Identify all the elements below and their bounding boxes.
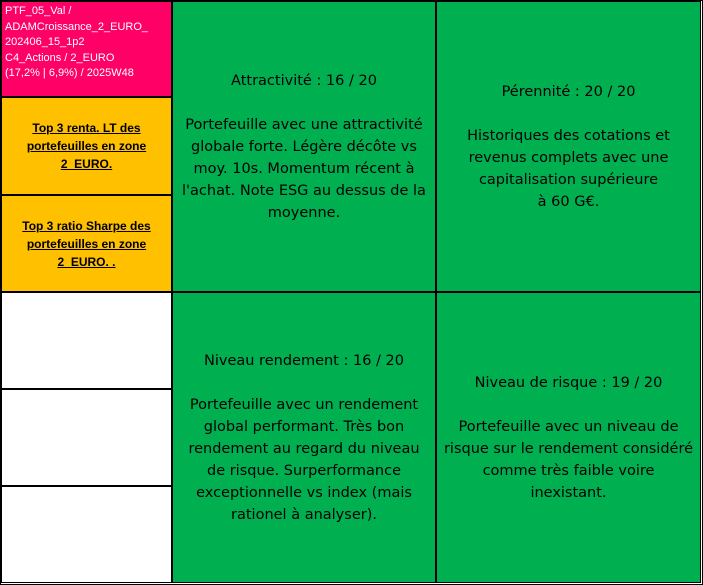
top3-sharpe-cell [1, 195, 172, 292]
top3-sharpe-link[interactable]: Top 3 ratio Sharpe des portefeuilles en zone 2_EURO. . [22, 218, 151, 269]
score-perennite [436, 1, 701, 292]
score-title: Pérennité : 20 / 20 [501, 83, 636, 100]
score-attractivite [172, 1, 436, 292]
score-risque [436, 292, 701, 583]
top3-renta-cell [1, 97, 172, 195]
score-text: Portefeuille avec une attractivité globale forte. Légère décôte vs moy. 10s. Momentum récent à l'achat. Note ESG au dessus de la moyenne. [182, 116, 426, 221]
empty-cell [1, 389, 172, 486]
score-rendement [172, 292, 436, 583]
top3-renta-link[interactable]: Top 3 renta. LT des portefeuilles en zone 2_EURO. [26, 121, 147, 171]
score-text: Portefeuille avec un niveau de risque sur le rendement considéré comme très faible voire inexistant. [443, 418, 694, 501]
score-text: Historiques des cotations et revenus complets avec une capitalisation supérieure à 60 G€. [467, 127, 670, 210]
empty-cell [1, 486, 172, 583]
portfolio-header: PTF_05_Val / ADAMCroissance_2_EURO_ 202406_15_1p2 C4_Actions / 2_EURO (17,2% | 6,9%) / 2025W48 [1, 1, 172, 97]
empty-cell [1, 292, 172, 389]
score-title: Niveau rendement : 16 / 20 [204, 352, 404, 369]
score-title: Niveau de risque : 19 / 20 [474, 374, 663, 391]
score-title: Attractivité : 16 / 20 [231, 72, 377, 89]
score-text: Portefeuille avec un rendement global performant. Très bon rendement au regard du niveau de risque. Surperformance exceptionnelle vs index (mais rationel à analyser). [188, 396, 420, 523]
